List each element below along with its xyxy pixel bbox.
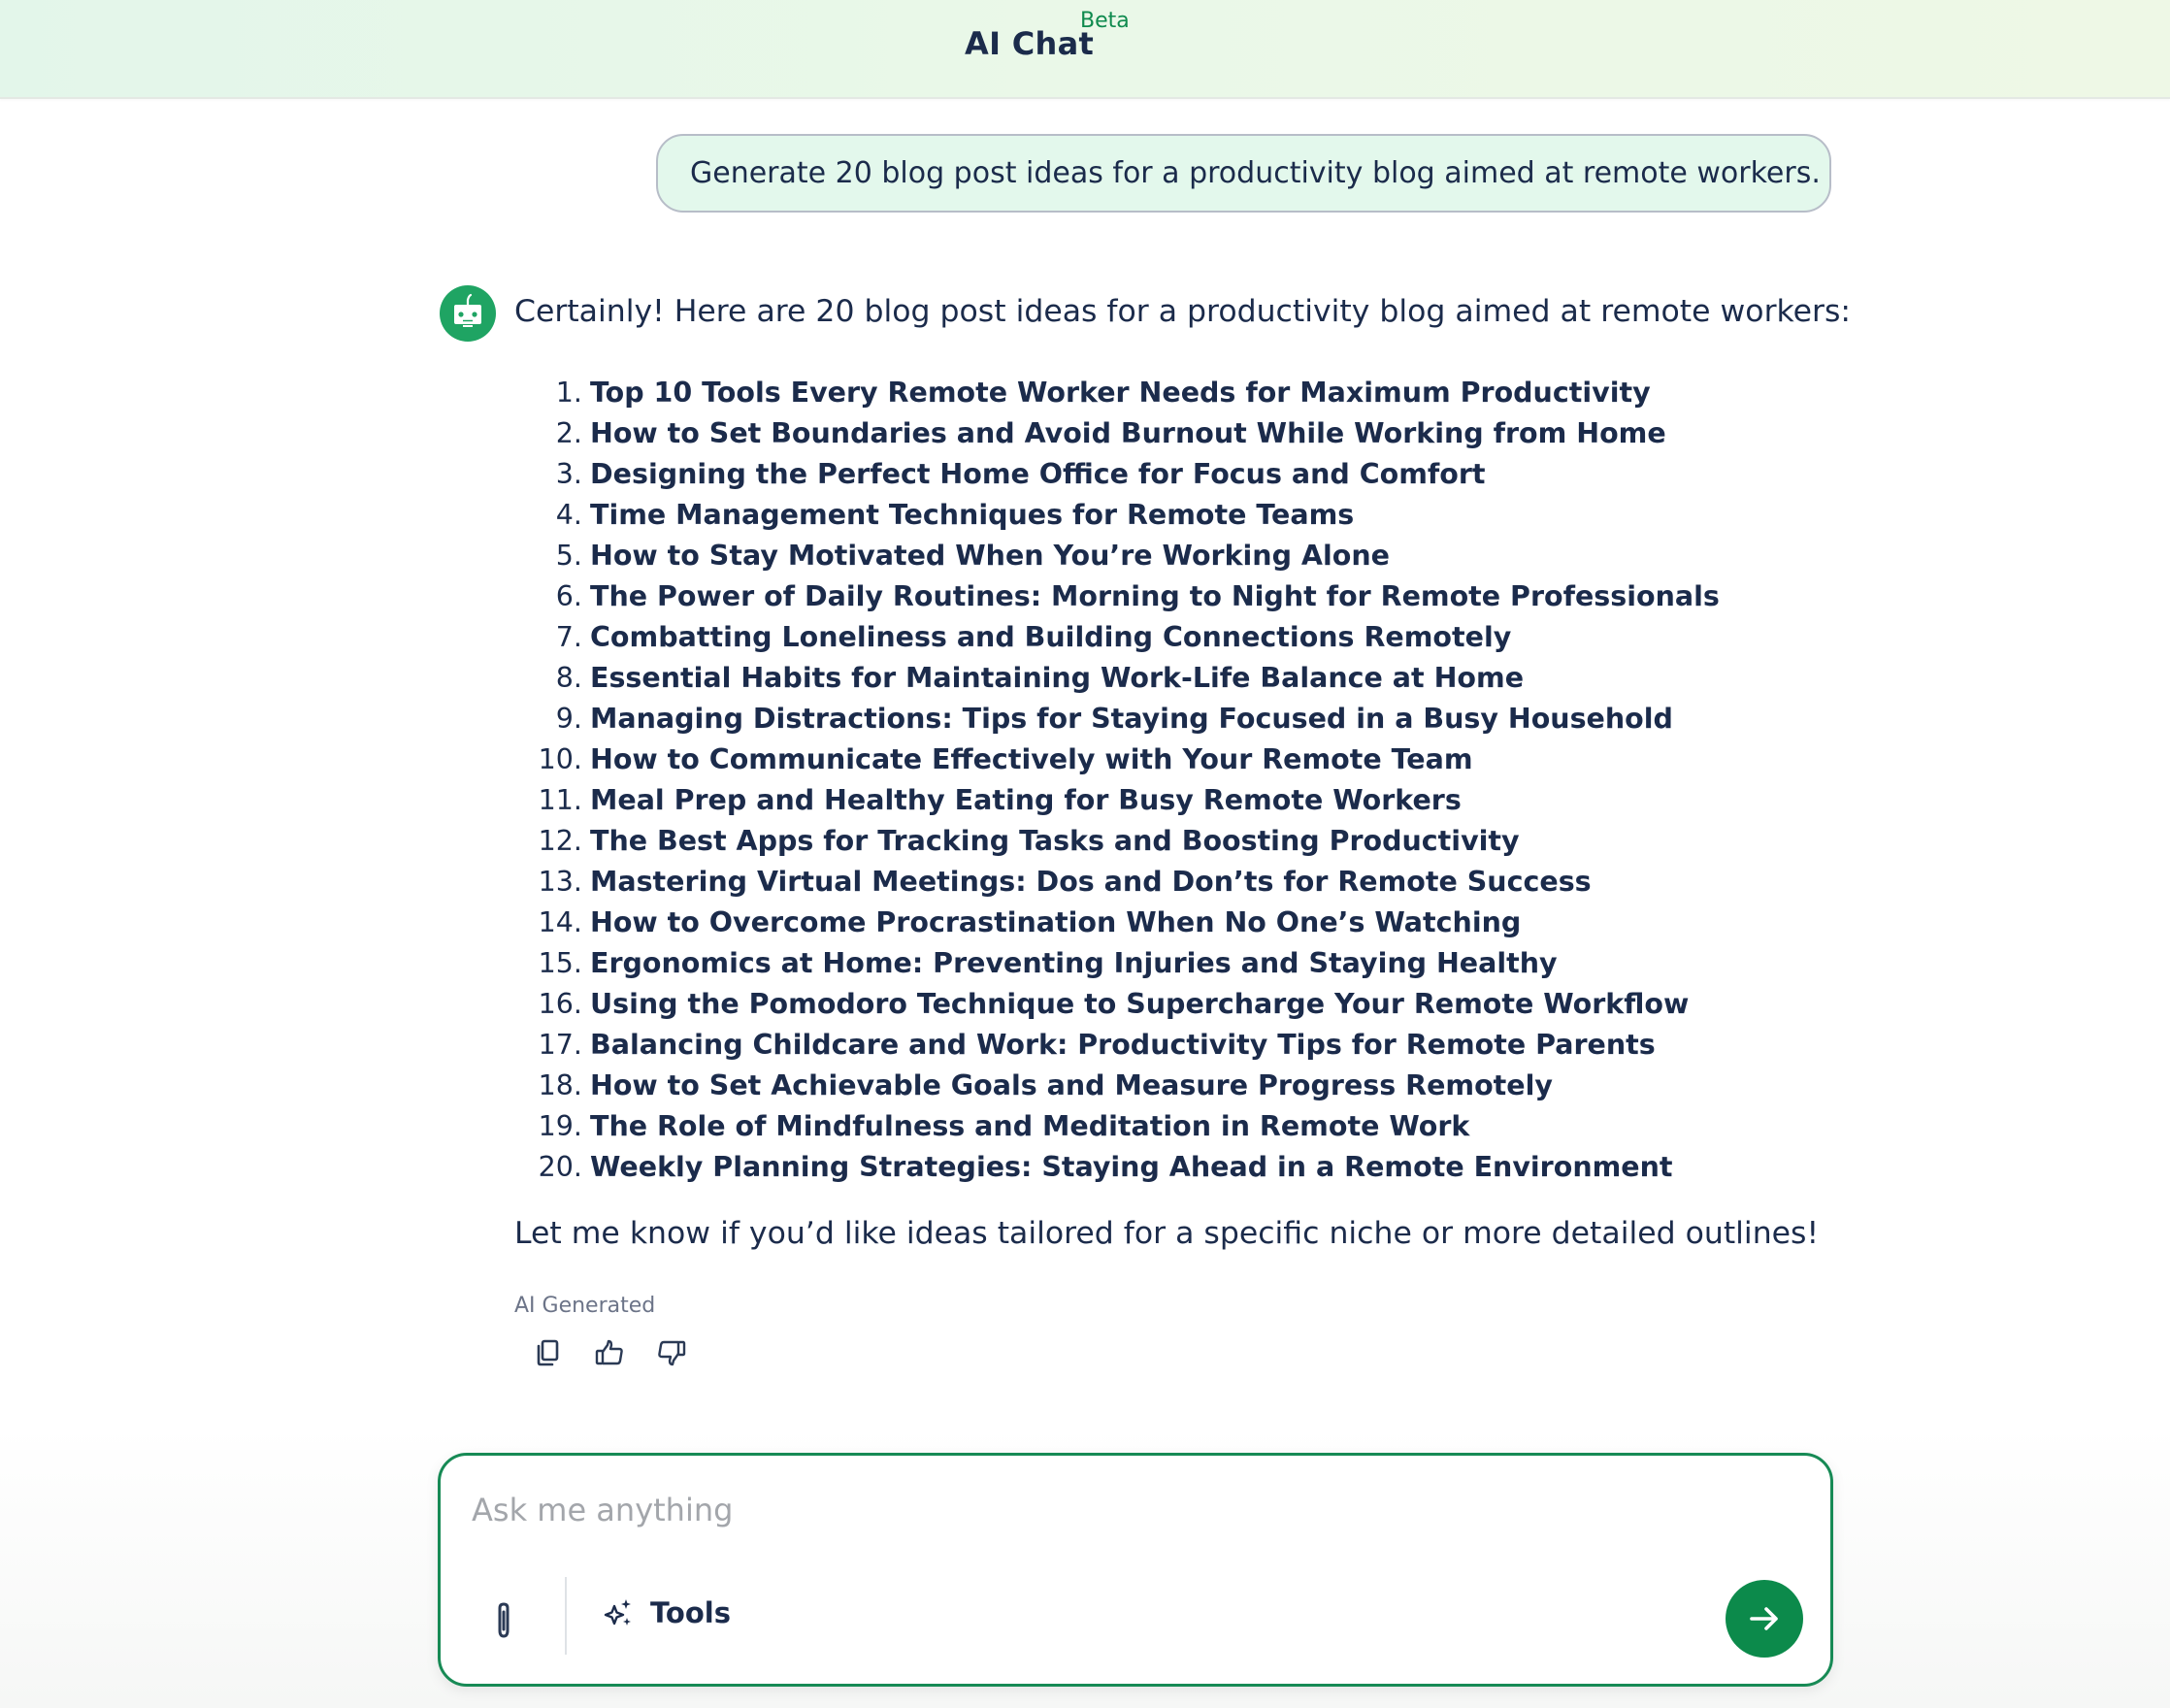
list-item-title: The Power of Daily Routines: Morning to Night for Remote Professionals [590, 579, 1720, 612]
list-item [514, 575, 1720, 616]
list-item-number: 11. [538, 783, 582, 816]
thumbs-down-icon [656, 1338, 687, 1367]
arrow-right-icon [1747, 1601, 1782, 1636]
copy-icon [534, 1338, 561, 1367]
list-item [514, 861, 1720, 902]
thumbs-down-button[interactable] [654, 1335, 689, 1370]
blog-ideas-list [514, 372, 1720, 1187]
list-item [514, 698, 1720, 739]
list-item [514, 942, 1720, 983]
list-item-number: 9. [555, 702, 582, 735]
list-item [514, 739, 1720, 779]
list-item [514, 983, 1720, 1024]
list-item-title: How to Overcome Procrastination When No One’s Watching [590, 905, 1522, 938]
list-item-number: 4. [555, 498, 582, 531]
list-item [514, 1146, 1720, 1187]
list-item-number: 10. [538, 742, 582, 775]
list-item-title: Combatting Loneliness and Building Connections Remotely [590, 620, 1512, 653]
list-item-title: Managing Distractions: Tips for Staying Focused in a Busy Household [590, 702, 1673, 735]
list-item-number: 7. [555, 620, 582, 653]
list-item-title: Using the Pomodoro Technique to Supercharge Your Remote Workflow [590, 987, 1690, 1020]
list-item-title: Essential Habits for Maintaining Work-Life Balance at Home [590, 661, 1525, 694]
user-message-bubble [656, 134, 1831, 213]
list-item [514, 779, 1720, 820]
list-item [514, 535, 1720, 575]
list-item-title: Mastering Virtual Meetings: Dos and Don’ts for Remote Success [590, 865, 1592, 898]
assistant-outro: Let me know if you’d like ideas tailored for a specific niche or more detailed outlines! [514, 1216, 1820, 1251]
list-item-number: 18. [538, 1068, 582, 1101]
list-item [514, 412, 1720, 453]
list-item-number: 16. [538, 987, 582, 1020]
list-item-number: 20. [538, 1150, 582, 1183]
list-item-number: 1. [555, 376, 582, 409]
list-item-number: 3. [555, 457, 582, 490]
chat-input[interactable] [470, 1485, 1735, 1535]
list-item-title: Weekly Planning Strategies: Staying Ahead in a Remote Environment [590, 1150, 1673, 1183]
list-item-number: 8. [555, 661, 582, 694]
list-item [514, 372, 1720, 412]
tools-button[interactable] [604, 1596, 731, 1629]
list-item [514, 657, 1720, 698]
list-item-number: 6. [555, 579, 582, 612]
list-item [514, 616, 1720, 657]
list-item [514, 1024, 1720, 1065]
attach-button[interactable] [479, 1592, 528, 1650]
list-item-number: 19. [538, 1109, 582, 1142]
send-button[interactable] [1726, 1580, 1803, 1658]
list-item-number: 15. [538, 946, 582, 979]
list-item-number: 12. [538, 824, 582, 857]
list-item-title: Time Management Techniques for Remote Teams [590, 498, 1355, 531]
beta-badge: Beta [1080, 9, 1130, 33]
paperclip-icon [491, 1599, 516, 1642]
list-item-title: How to Set Boundaries and Avoid Burnout While Working from Home [590, 416, 1666, 449]
list-item-title: Designing the Perfect Home Office for Focus and Comfort [590, 457, 1486, 490]
copy-button[interactable] [530, 1335, 565, 1370]
user-message-text: Generate 20 blog post ideas for a productivity blog aimed at remote workers. [690, 156, 1821, 190]
thumbs-up-icon [594, 1338, 625, 1367]
list-item-number: 13. [538, 865, 582, 898]
thumbs-up-button[interactable] [592, 1335, 627, 1370]
assistant-intro: Certainly! Here are 20 blog post ideas for a productivity blog aimed at remote workers: [514, 294, 1851, 329]
list-item-number: 5. [555, 539, 582, 572]
list-item-title: Meal Prep and Healthy Eating for Busy Remote Workers [590, 783, 1462, 816]
list-item-title: The Role of Mindfulness and Meditation in Remote Work [590, 1109, 1470, 1142]
list-item-number: 17. [538, 1028, 582, 1061]
list-item-number: 2. [555, 416, 582, 449]
app-title: AI Chat [965, 25, 1095, 62]
tools-label: Tools [650, 1596, 731, 1629]
assistant-avatar [440, 285, 496, 342]
list-item [514, 1065, 1720, 1105]
list-item-title: How to Stay Motivated When You’re Working Alone [590, 539, 1390, 572]
list-item [514, 902, 1720, 942]
list-item-title: The Best Apps for Tracking Tasks and Boosting Productivity [590, 824, 1520, 857]
composer-divider [565, 1577, 567, 1655]
list-item-title: How to Communicate Effectively with Your Remote Team [590, 742, 1473, 775]
robot-icon [440, 285, 496, 342]
list-item [514, 1105, 1720, 1146]
chat-composer [438, 1453, 1833, 1687]
message-actions [530, 1335, 689, 1370]
list-item-number: 14. [538, 905, 582, 938]
list-item [514, 453, 1720, 494]
list-item-title: How to Set Achievable Goals and Measure Progress Remotely [590, 1068, 1553, 1101]
list-item-title: Balancing Childcare and Work: Productivity Tips for Remote Parents [590, 1028, 1656, 1061]
list-item [514, 494, 1720, 535]
ai-generated-label: AI Generated [514, 1294, 656, 1318]
list-item-title: Top 10 Tools Every Remote Worker Needs for Maximum Productivity [590, 376, 1651, 409]
app-header [0, 0, 2170, 99]
sparkles-icon [604, 1597, 635, 1628]
list-item [514, 820, 1720, 861]
list-item-title: Ergonomics at Home: Preventing Injuries and Staying Healthy [590, 946, 1558, 979]
